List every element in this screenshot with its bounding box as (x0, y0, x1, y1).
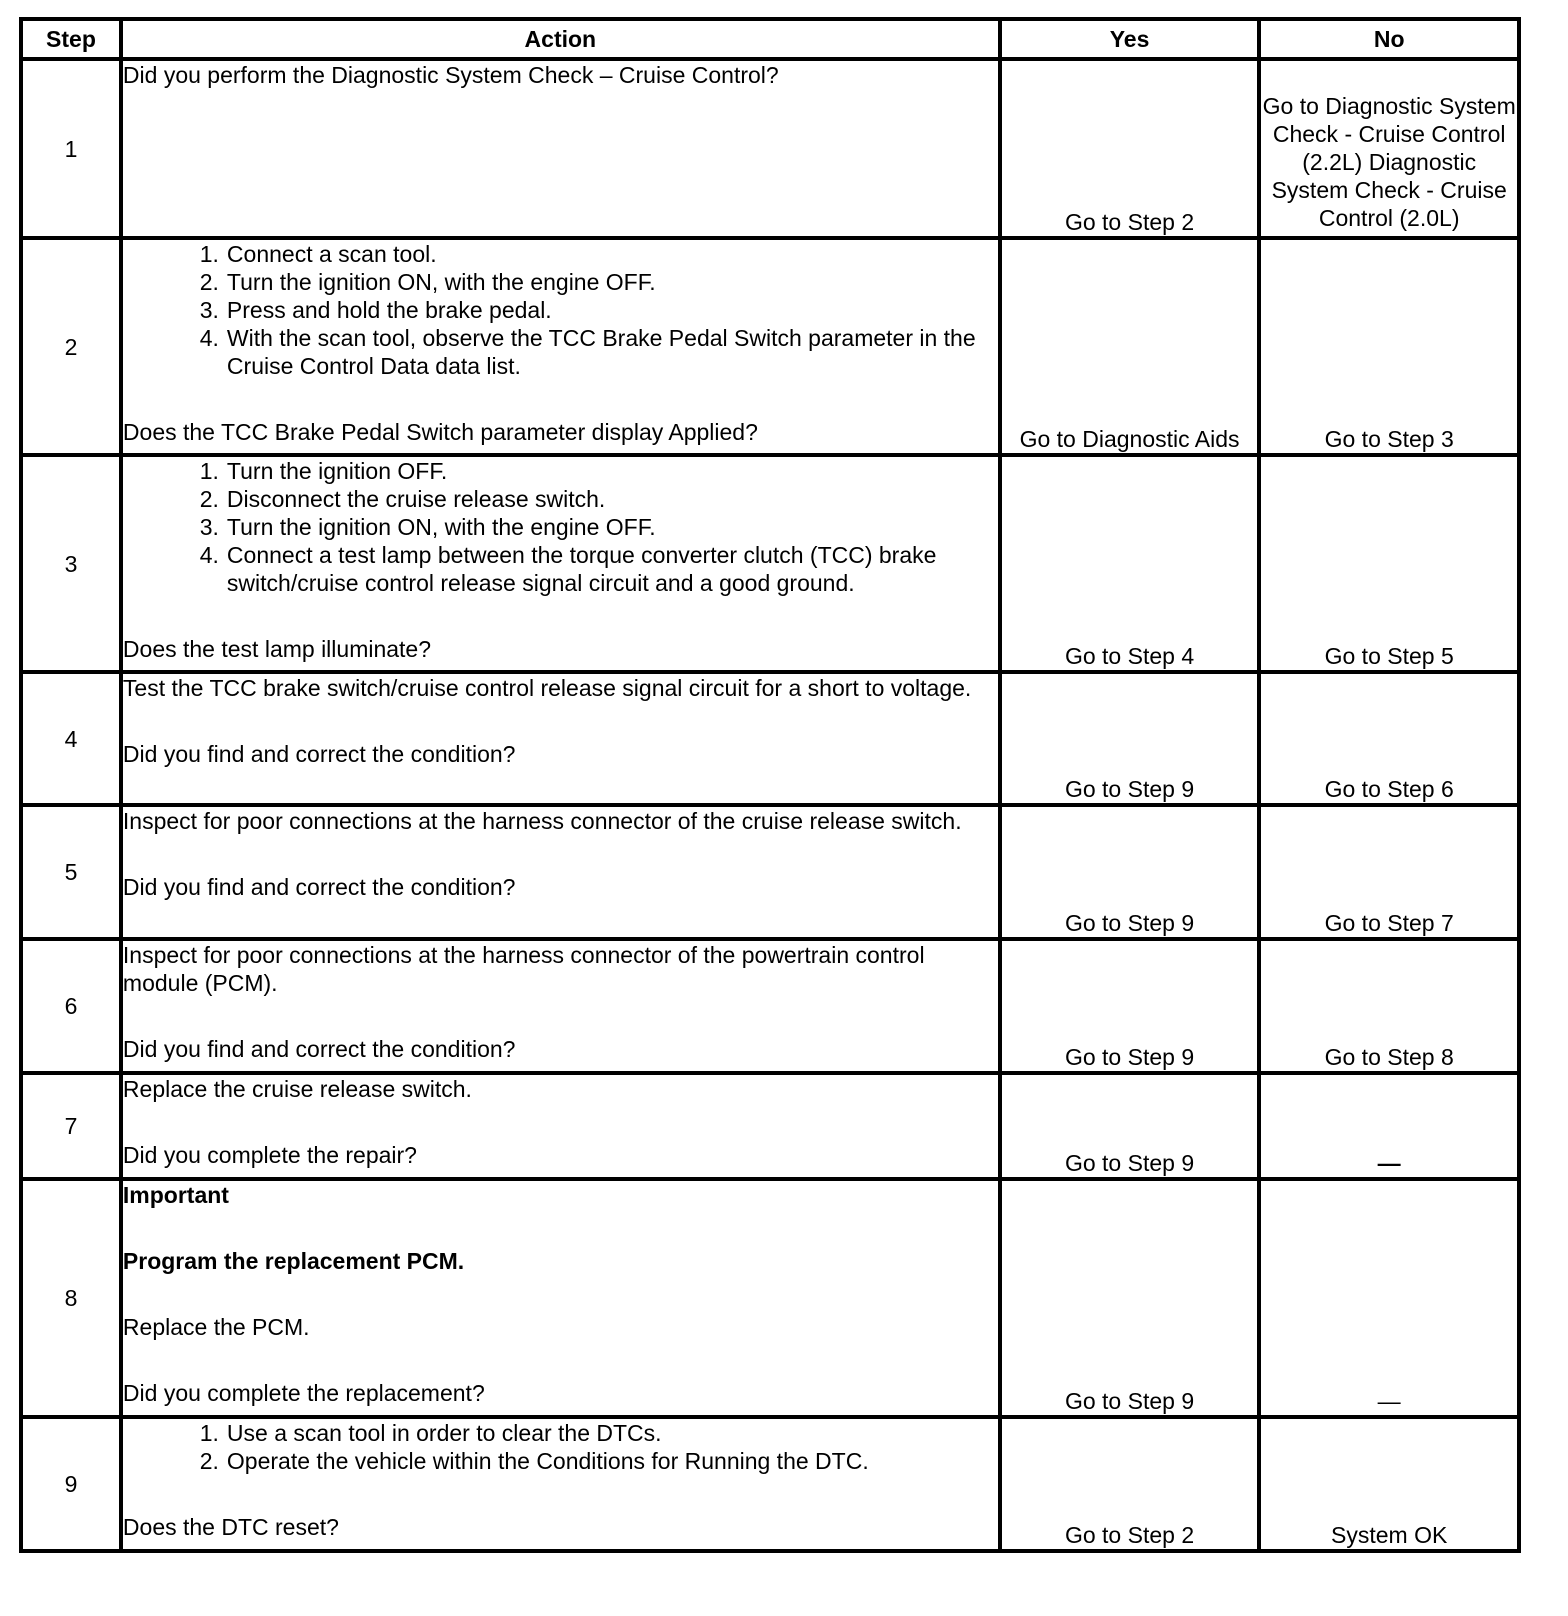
action-cell (121, 1417, 1000, 1551)
step-number: 6 (21, 939, 121, 1073)
no-cell: Go to Diagnostic System Check - Cruise Control (2.2L) Diagnostic System Check - Cruise Control (2.0L) (1259, 59, 1519, 238)
question-text: Does the DTC reset? (122, 1514, 339, 1540)
procedure-list (123, 1419, 998, 1475)
question-text: Does the test lamp illuminate? (122, 636, 432, 662)
list-item: 3. Press and hold the brake pedal. (199, 297, 552, 323)
list-item: 2. Operate the vehicle within the Conditions for Running the DTC. (199, 1448, 869, 1474)
yes-cell: Go to Step 9 (1000, 1073, 1260, 1179)
no-cell: Go to Step 7 (1259, 805, 1519, 939)
action-text: Replace the cruise release switch. (122, 1076, 472, 1102)
question-text: Did you find and correct the condition? (122, 741, 516, 767)
list-item: 4. Connect a test lamp between the torque converter clutch (TCC) brake switch/cruise control release signal circuit and a good ground. (199, 542, 937, 596)
yes-cell: Go to Step 2 (1000, 1417, 1260, 1551)
important-label: Important (122, 1182, 229, 1208)
header-yes: Yes (1000, 19, 1260, 59)
action-cell (121, 238, 1000, 455)
step-number: 4 (21, 672, 121, 805)
no-cell: Go to Step 5 (1259, 455, 1519, 672)
list-item: 1. Use a scan tool in order to clear the DTCs. (199, 1420, 662, 1446)
list-item: 2. Disconnect the cruise release switch. (199, 486, 606, 512)
step-number: 2 (21, 238, 121, 455)
step-number: 9 (21, 1417, 121, 1551)
procedure-list (123, 457, 998, 597)
header-action: Action (121, 19, 1000, 59)
list-item: 3. Turn the ignition ON, with the engine OFF. (199, 514, 656, 540)
step-number: 5 (21, 805, 121, 939)
action-text: Did you perform the Diagnostic System Check – Cruise Control? (122, 62, 779, 88)
list-item: 2. Turn the ignition ON, with the engine OFF. (199, 269, 656, 295)
action-text: Inspect for poor connections at the harness connector of the cruise release switch. (122, 808, 962, 834)
list-item: 1. Turn the ignition OFF. (199, 458, 448, 484)
header-row (21, 19, 1519, 59)
header-no: No (1259, 19, 1519, 59)
action-text: Inspect for poor connections at the harness connector of the powertrain control module (PCM). (122, 942, 925, 996)
yes-cell: Go to Step 9 (1000, 805, 1260, 939)
procedure-list (123, 240, 998, 380)
table-row (21, 1417, 1519, 1551)
list-item: 1. Connect a scan tool. (199, 241, 437, 267)
yes-cell: Go to Step 9 (1000, 1179, 1260, 1417)
action-cell (121, 805, 1000, 939)
yes-cell: Go to Step 9 (1000, 672, 1260, 805)
no-cell: Go to Step 6 (1259, 672, 1519, 805)
table-row (21, 1073, 1519, 1179)
action-cell (121, 672, 1000, 805)
yes-cell: Go to Diagnostic Aids (1000, 238, 1260, 455)
action-text: Test the TCC brake switch/cruise control release signal circuit for a short to voltage. (122, 675, 972, 701)
action-cell (121, 59, 1000, 238)
important-text: Program the replacement PCM. (122, 1248, 465, 1274)
step-number: 7 (21, 1073, 121, 1179)
action-cell (121, 939, 1000, 1073)
yes-cell: Go to Step 9 (1000, 939, 1260, 1073)
question-text: Does the TCC Brake Pedal Switch parameter display Applied? (122, 419, 758, 445)
table-row (21, 1179, 1519, 1417)
yes-cell: Go to Step 4 (1000, 455, 1260, 672)
table-row (21, 672, 1519, 805)
no-cell: Go to Step 8 (1259, 939, 1519, 1073)
no-cell: Go to Step 3 (1259, 238, 1519, 455)
question-text: Did you find and correct the condition? (122, 874, 516, 900)
list-item: 4. With the scan tool, observe the TCC Brake Pedal Switch parameter in the Cruise Control Data data list. (199, 325, 976, 379)
question-text: Did you complete the repair? (122, 1142, 417, 1168)
step-number: 8 (21, 1179, 121, 1417)
no-cell: System OK (1259, 1417, 1519, 1551)
header-step: Step (21, 19, 121, 59)
action-cell (121, 455, 1000, 672)
question-text: Did you complete the replacement? (122, 1380, 485, 1406)
question-text: Did you find and correct the condition? (122, 1036, 516, 1062)
step-number: 3 (21, 455, 121, 672)
action-text: Replace the PCM. (122, 1314, 310, 1340)
table-row (21, 455, 1519, 672)
yes-cell: Go to Step 2 (1000, 59, 1260, 238)
table-row (21, 59, 1519, 238)
diagnostic-table (19, 17, 1521, 1553)
no-cell: — (1259, 1179, 1519, 1417)
action-cell (121, 1073, 1000, 1179)
step-number: 1 (21, 59, 121, 238)
action-cell (121, 1179, 1000, 1417)
table-row (21, 939, 1519, 1073)
table-row (21, 238, 1519, 455)
table-row (21, 805, 1519, 939)
no-cell: — (1259, 1073, 1519, 1179)
